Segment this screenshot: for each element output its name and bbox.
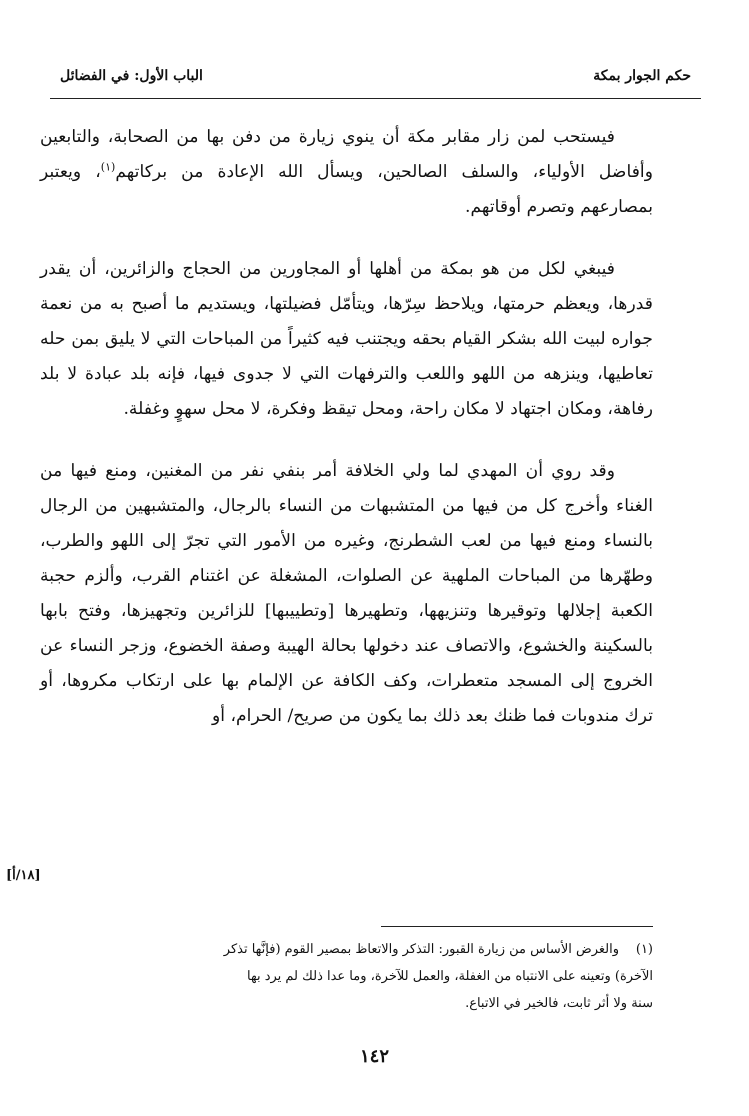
paragraph-2: فيبغي لكل من هو بمكة من أهلها أو المجاورين من الحجاج والزائرين، أن يقدر قدرها، ويعظم حرمتها، ويلاحظ سِرّها، ويتأمّل فضيلتها، ويستديم ما أصبح به من نعمة جواره لبيت الله بشكر القيام بحقه ويجتنب فيه كثيراً من المباحات التي لا يليق بمن حله تعاطيها، وينزهه من اللهو واللعب والترفهات التي لا جدوى فيها، فإنه بلد عبادة لا بلد رفاهة، ومكان اجتهاد لا مكان راحة، ومحل تيقظ وفكرة، لا محل سهوٍ وغفلة. — [40, 259, 653, 419]
footnote — [40, 936, 653, 1017]
paragraph-1-text: فيستحب لمن زار مقابر مكة أن ينوي زيارة من دفن بها من الصحابة، والتابعين وأفاضل الأولياء، والسلف الصالحين، ويسأل الله الإعادة من بركاتهم — [40, 127, 653, 182]
manuscript-folio-note: [١٨/أ] — [6, 868, 41, 883]
paragraph-1-text-end: ، ويعتبر بمصارعهم وتصرم أوقاتهم. — [40, 162, 653, 217]
footnote-divider — [381, 926, 653, 927]
running-header — [50, 62, 701, 99]
chapter-title: الباب الأول: في الفضائل — [60, 68, 203, 84]
footnote-line-1 — [40, 936, 653, 963]
footnote-number: (١) — [635, 942, 653, 957]
footnote-line-1-text: والغرض الأساس من زيارة القبور: التذكر والاتعاظ بمصير القوم (فإنَّها تذكر — [223, 942, 619, 957]
footnote-line-3: سنة ولا أثر ثابت، فالخير في الاتباع. — [465, 996, 653, 1011]
footnote-reference[interactable]: (١) — [100, 160, 116, 174]
main-text — [40, 120, 653, 734]
book-title: حكم الجوار بمكة — [593, 68, 691, 84]
paragraph-1 — [40, 120, 653, 225]
footnote-line-2: الآخرة) وتعينه على الانتباه من الغفلة، والعمل للآخرة، وما عدا ذلك لم يرد بها — [246, 969, 653, 984]
page-number: ١٤٢ — [359, 1046, 389, 1067]
paragraph-3: وقد روي أن المهدي لما ولي الخلافة أمر بنفي نفر من المغنين، ومنع فيها من الغناء وأخرج كل من فيها من المتشبهات من النساء بالرجال، والمتشبهين من الرجال بالنساء ومنع فيها من لعب الشطرنج، وغيره من الأمور التي تجرّ إلى اللهو والطرب، وطهّرها من المباحات الملهية عن الصلوات، المشغلة عن اغتنام القرب، وألزم حجبة الكعبة إجلالها وتوقيرها وتنزيهها، وتطهيرها [وتطييبها] للزائرين وتجهيزها، وفتح بابها بالسكينة والخشوع، والاتصاف عند دخولها بحالة الهيبة وصفة الخضوع، وزجر النساء عن الخروج إلى المسجد متعطرات، وكف الكافة عن الإلمام بها على ارتكاب مكروها، أو ترك مندوبات فما ظنك بعد ذلك بما يكون من صريح/ الحرام، أو — [40, 461, 653, 726]
